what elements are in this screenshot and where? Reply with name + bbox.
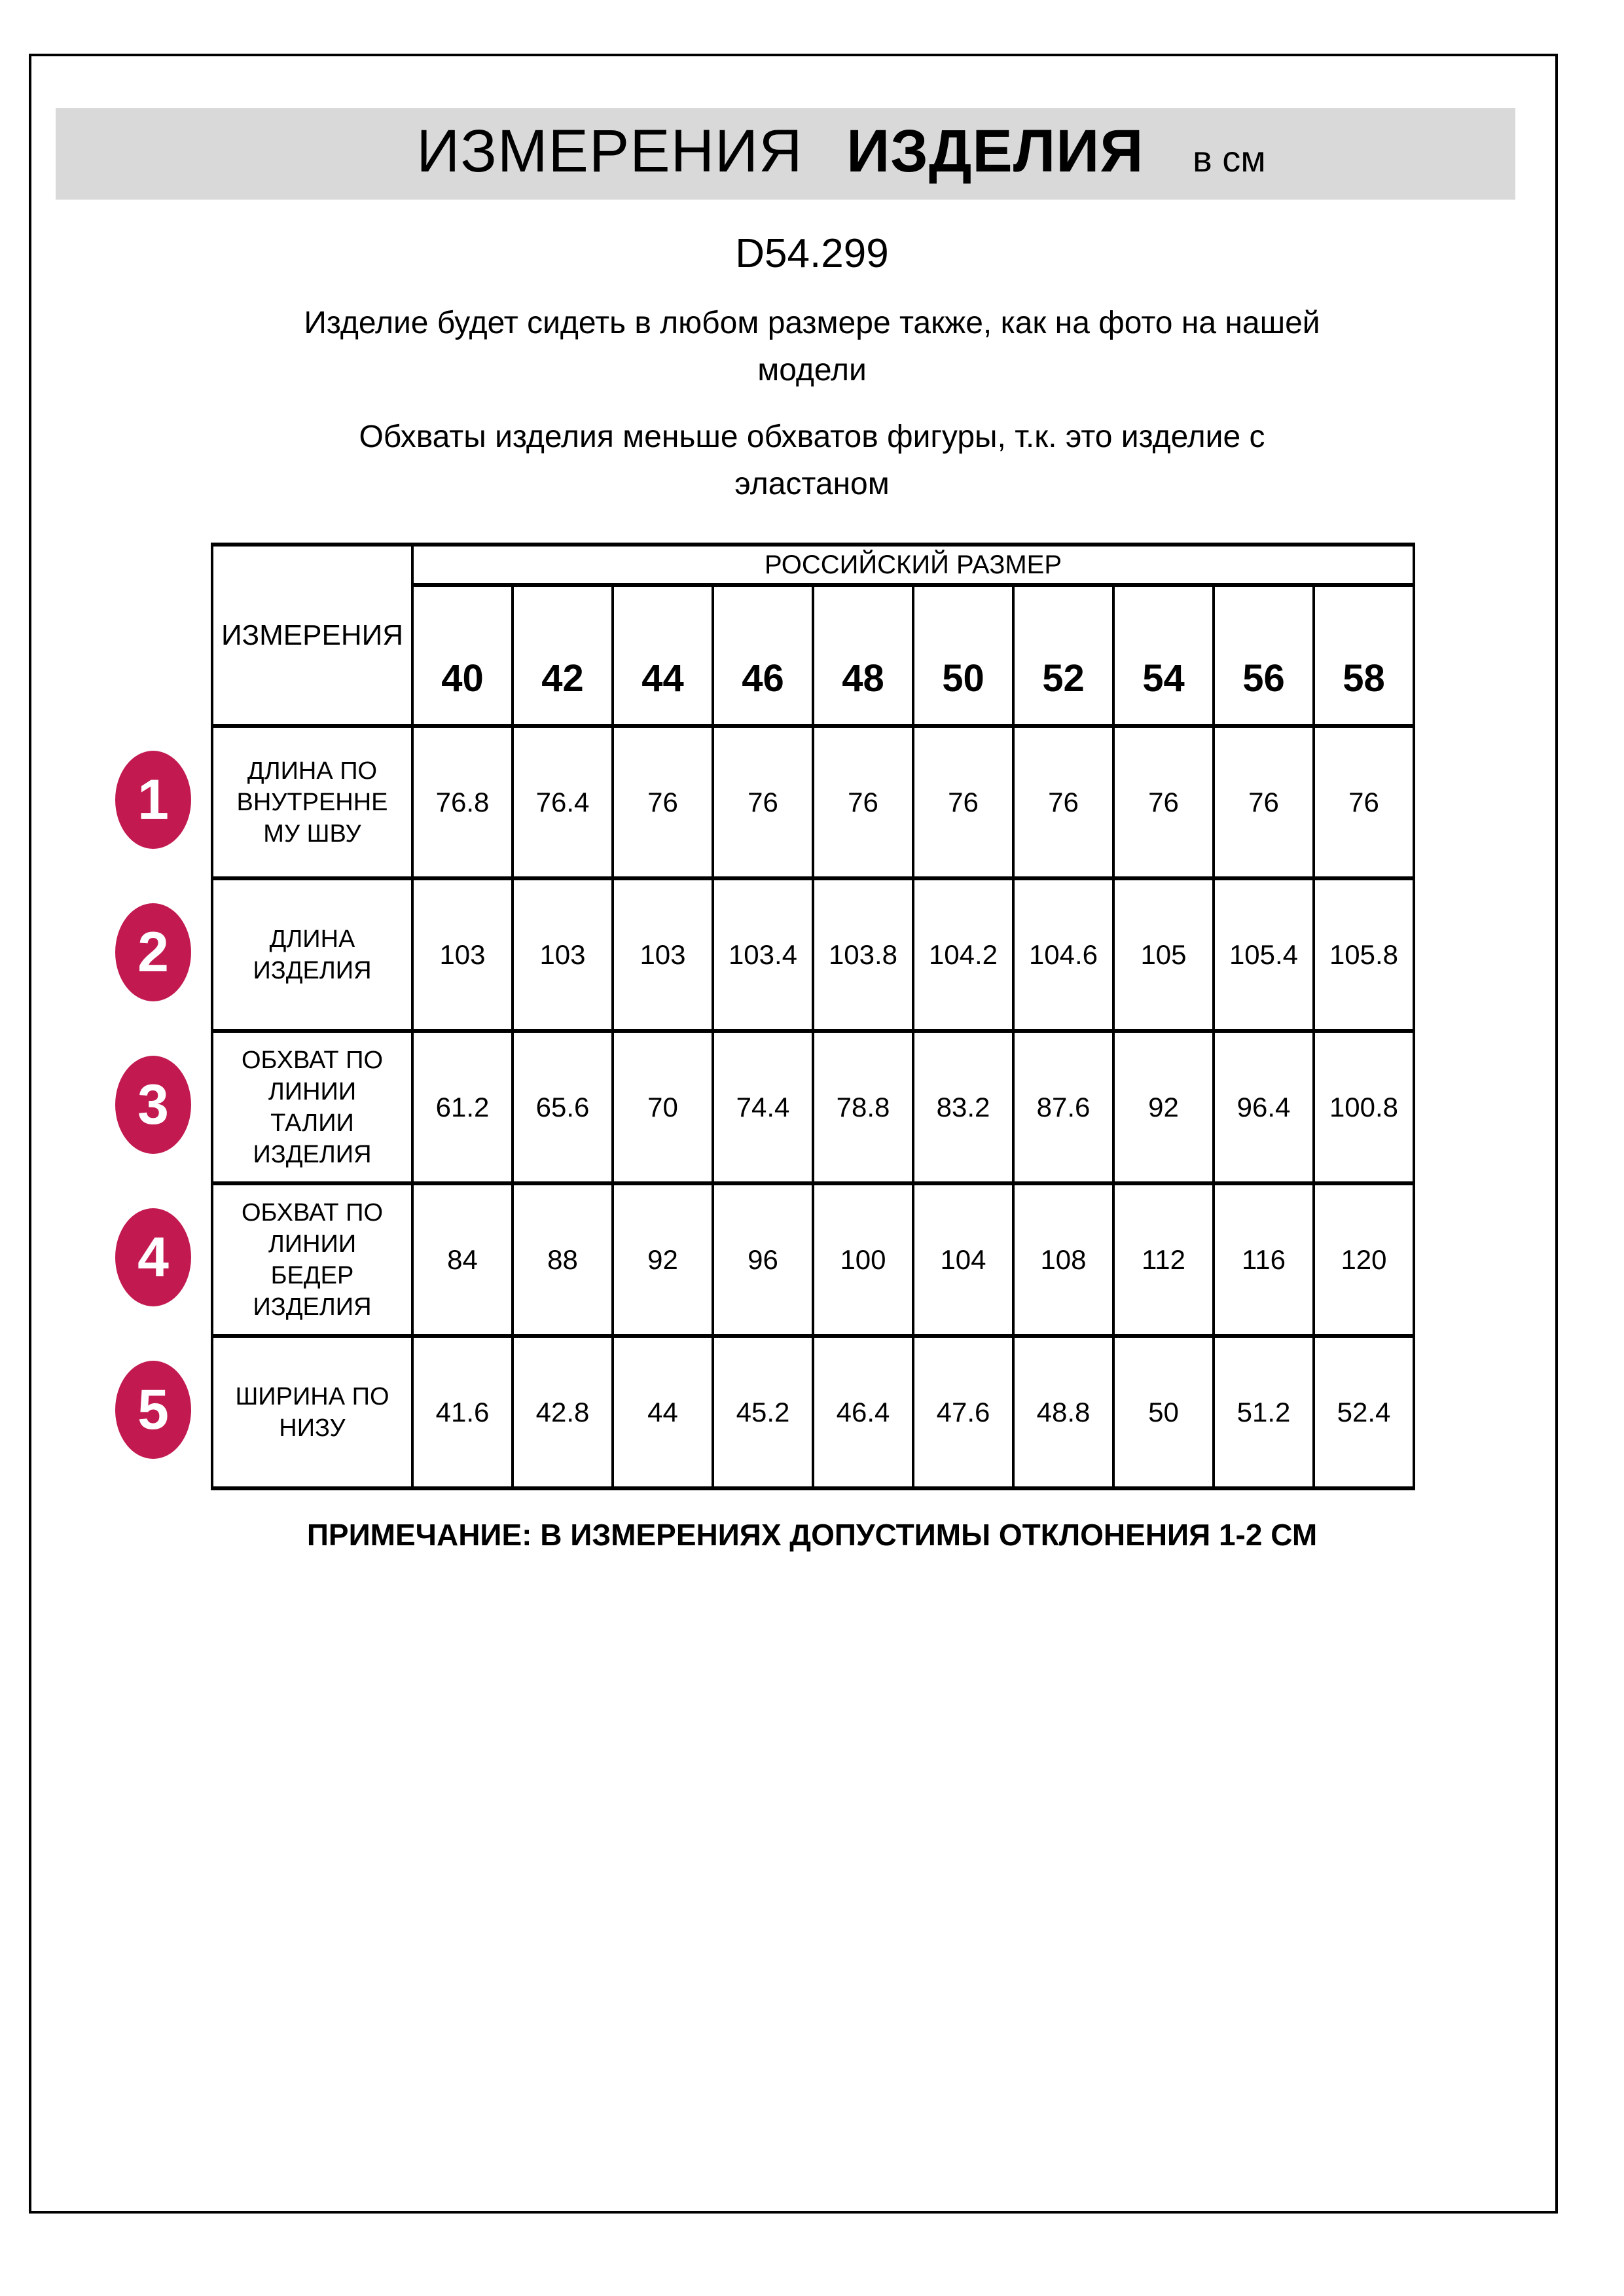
value-cell: 96 bbox=[713, 1183, 813, 1336]
value-cell: 84 bbox=[412, 1183, 513, 1336]
fit-note-line2: модели bbox=[757, 353, 867, 387]
size-group-header-row bbox=[212, 545, 1414, 585]
value-cell: 76.8 bbox=[412, 726, 513, 878]
label-line: НИЗУ bbox=[279, 1414, 346, 1442]
value-cell: 76 bbox=[613, 726, 713, 878]
elastane-note-line1: Обхваты изделия меньше обхватов фигуры, т.к. это изделие с bbox=[359, 420, 1265, 454]
label-line: ДЛИНА bbox=[269, 925, 355, 953]
size-column-header: 52 bbox=[1013, 585, 1113, 726]
size-column-header: 50 bbox=[913, 585, 1013, 726]
table-row-waist-girth bbox=[212, 1031, 1414, 1183]
value-cell: 61.2 bbox=[412, 1031, 513, 1183]
size-column-header: 58 bbox=[1314, 585, 1414, 726]
page-title-word1: ИЗМЕРЕНИЯ bbox=[416, 118, 803, 185]
value-cell: 44 bbox=[613, 1336, 713, 1488]
row-number-badge-4 bbox=[115, 1208, 191, 1306]
value-cell: 46.4 bbox=[813, 1336, 913, 1488]
table-row-hem-width bbox=[212, 1336, 1414, 1488]
table-row-inseam-length bbox=[212, 726, 1414, 878]
measurement-label bbox=[212, 1183, 412, 1336]
value-cell: 47.6 bbox=[913, 1336, 1013, 1488]
size-column-header: 46 bbox=[713, 585, 813, 726]
size-column-header: 40 bbox=[412, 585, 513, 726]
value-cell: 78.8 bbox=[813, 1031, 913, 1183]
value-cell: 103 bbox=[412, 878, 513, 1031]
size-column-header: 54 bbox=[1113, 585, 1214, 726]
value-cell: 74.4 bbox=[713, 1031, 813, 1183]
value-cell: 76 bbox=[813, 726, 913, 878]
measurements-column-header: ИЗМЕРЕНИЯ bbox=[212, 545, 412, 726]
fit-note-line1: Изделие будет сидеть в любом размере также, как на фото на нашей bbox=[304, 306, 1320, 340]
size-column-header: 42 bbox=[513, 585, 613, 726]
value-cell: 45.2 bbox=[713, 1336, 813, 1488]
value-cell: 104.2 bbox=[913, 878, 1013, 1031]
value-cell: 103.8 bbox=[813, 878, 913, 1031]
value-cell: 87.6 bbox=[1013, 1031, 1113, 1183]
label-line: ОБХВАТ ПО bbox=[241, 1046, 384, 1074]
elastane-note bbox=[0, 414, 1624, 508]
value-cell: 108 bbox=[1013, 1183, 1113, 1336]
size-column-header: 56 bbox=[1214, 585, 1314, 726]
page-title-word2: ИЗДЕЛИЯ bbox=[846, 118, 1144, 185]
value-cell: 112 bbox=[1113, 1183, 1214, 1336]
value-cell: 96.4 bbox=[1214, 1031, 1314, 1183]
value-cell: 88 bbox=[513, 1183, 613, 1336]
badge-number: 5 bbox=[137, 1378, 169, 1441]
value-cell: 120 bbox=[1314, 1183, 1414, 1336]
value-cell: 52.4 bbox=[1314, 1336, 1414, 1488]
value-cell: 76 bbox=[913, 726, 1013, 878]
table-row-hip-girth bbox=[212, 1183, 1414, 1336]
label-line: ВНУТРЕННЕ bbox=[236, 788, 388, 816]
value-cell: 105.8 bbox=[1314, 878, 1414, 1031]
value-cell: 76 bbox=[1214, 726, 1314, 878]
model-code: D54.299 bbox=[735, 231, 889, 276]
russian-size-header: РОССИЙСКИЙ РАЗМЕР bbox=[412, 545, 1414, 585]
label-line: ИЗДЕЛИЯ bbox=[253, 956, 372, 984]
label-line: ЛИНИИ bbox=[268, 1230, 357, 1258]
value-cell: 76 bbox=[1314, 726, 1414, 878]
table-row-garment-length bbox=[212, 878, 1414, 1031]
badge-number: 4 bbox=[137, 1225, 169, 1289]
row-number-badge-1 bbox=[115, 751, 191, 849]
tolerance-footnote: ПРИМЕЧАНИЕ: В ИЗМЕРЕНИЯХ ДОПУСТИМЫ ОТКЛОНЕНИЯ 1-2 СМ bbox=[306, 1518, 1318, 1552]
label-line: ЛИНИИ bbox=[268, 1077, 357, 1105]
row-number-badge-5 bbox=[115, 1361, 191, 1459]
measurement-label bbox=[212, 726, 412, 878]
value-cell: 76 bbox=[1113, 726, 1214, 878]
value-cell: 105.4 bbox=[1214, 878, 1314, 1031]
value-cell: 103.4 bbox=[713, 878, 813, 1031]
label-line: ИЗДЕЛИЯ bbox=[253, 1140, 372, 1168]
value-cell: 100.8 bbox=[1314, 1031, 1414, 1183]
value-cell: 100 bbox=[813, 1183, 913, 1336]
value-cell: 103 bbox=[613, 878, 713, 1031]
label-line: ИЗДЕЛИЯ bbox=[253, 1293, 372, 1321]
value-cell: 116 bbox=[1214, 1183, 1314, 1336]
value-cell: 76 bbox=[1013, 726, 1113, 878]
size-column-header: 48 bbox=[813, 585, 913, 726]
fit-note bbox=[0, 300, 1624, 394]
label-line: ШИРИНА ПО bbox=[235, 1382, 389, 1410]
label-line: БЕДЕР bbox=[270, 1261, 354, 1289]
measurement-label bbox=[212, 878, 412, 1031]
label-line: МУ ШВУ bbox=[263, 819, 361, 848]
value-cell: 65.6 bbox=[513, 1031, 613, 1183]
value-cell: 70 bbox=[613, 1031, 713, 1183]
value-cell: 104.6 bbox=[1013, 878, 1113, 1031]
value-cell: 103 bbox=[513, 878, 613, 1031]
measurements-table bbox=[211, 543, 1415, 1490]
value-cell: 76.4 bbox=[513, 726, 613, 878]
label-line: ОБХВАТ ПО bbox=[241, 1198, 384, 1227]
row-number-badge-2 bbox=[115, 903, 191, 1001]
value-cell: 51.2 bbox=[1214, 1336, 1314, 1488]
value-cell: 76 bbox=[713, 726, 813, 878]
value-cell: 92 bbox=[613, 1183, 713, 1336]
label-line: ДЛИНА ПО bbox=[247, 757, 378, 785]
value-cell: 104 bbox=[913, 1183, 1013, 1336]
value-cell: 105 bbox=[1113, 878, 1214, 1031]
badge-number: 1 bbox=[137, 768, 169, 831]
size-column-header: 44 bbox=[613, 585, 713, 726]
label-line: ТАЛИИ bbox=[270, 1109, 354, 1137]
value-cell: 48.8 bbox=[1013, 1336, 1113, 1488]
row-number-badge-3 bbox=[115, 1056, 191, 1154]
title-band bbox=[56, 108, 1515, 200]
elastane-note-line2: эластаном bbox=[734, 467, 890, 501]
badge-number: 3 bbox=[137, 1073, 169, 1136]
badge-number: 2 bbox=[137, 920, 169, 984]
measurement-label bbox=[212, 1031, 412, 1183]
value-cell: 41.6 bbox=[412, 1336, 513, 1488]
value-cell: 92 bbox=[1113, 1031, 1214, 1183]
value-cell: 83.2 bbox=[913, 1031, 1013, 1183]
value-cell: 42.8 bbox=[513, 1336, 613, 1488]
value-cell: 50 bbox=[1113, 1336, 1214, 1488]
page-title-unit: в см bbox=[1193, 138, 1266, 179]
measurement-label bbox=[212, 1336, 412, 1488]
